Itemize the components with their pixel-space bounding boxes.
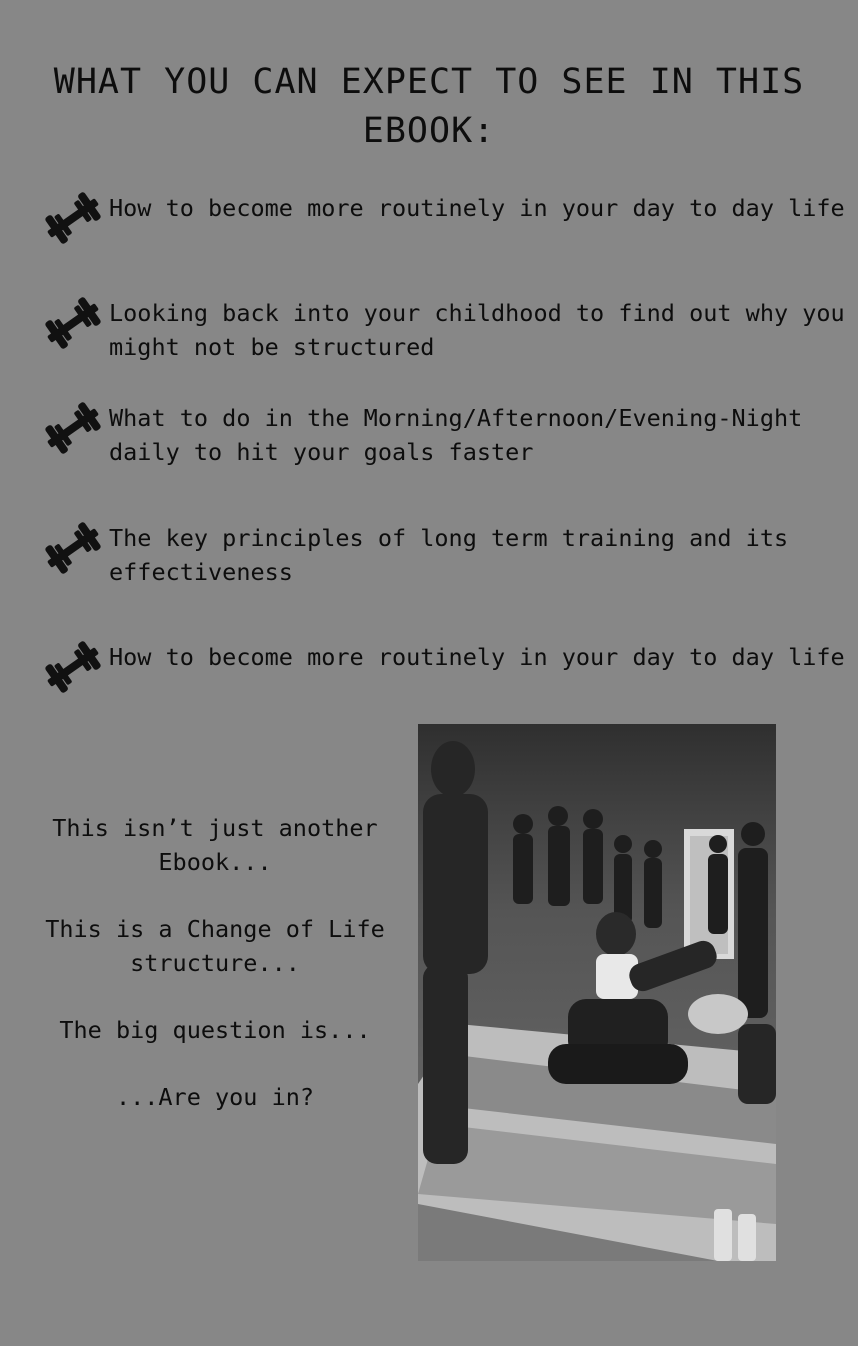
pitch-line: This is a Change of Life structure... (45, 915, 385, 977)
feature-item (40, 517, 850, 597)
feature-item (40, 292, 850, 372)
pitch-line: The big question is... (59, 1016, 371, 1044)
dumbbell-icon (40, 397, 106, 459)
photo-illustration (418, 724, 776, 1261)
feature-text: How to become more routinely in your day to day life (109, 643, 845, 671)
dumbbell-icon (40, 187, 106, 249)
pitch-line: ...Are you in? (115, 1083, 315, 1111)
feature-text: How to become more routinely in your day to day life (109, 194, 845, 222)
feature-text: Looking back into your childhood to find out why you might not be structured (109, 299, 845, 361)
pitch-block (30, 811, 400, 1147)
dumbbell-icon (40, 517, 106, 579)
dumbbell-icon (40, 292, 106, 354)
feature-item (40, 397, 850, 477)
feature-text: The key principles of long term training and its effectiveness (109, 524, 789, 586)
pitch-line: This isn’t just another Ebook... (52, 814, 378, 876)
feature-item (40, 187, 850, 267)
feature-item (40, 636, 850, 716)
page-title: WHAT YOU CAN EXPECT TO SEE IN THIS EBOOK: (53, 62, 805, 151)
group-fitness-class-photo (418, 724, 776, 1261)
feature-text: What to do in the Morning/Afternoon/Evening-Night daily to hit your goals faster (109, 404, 803, 466)
dumbbell-icon (40, 636, 106, 698)
